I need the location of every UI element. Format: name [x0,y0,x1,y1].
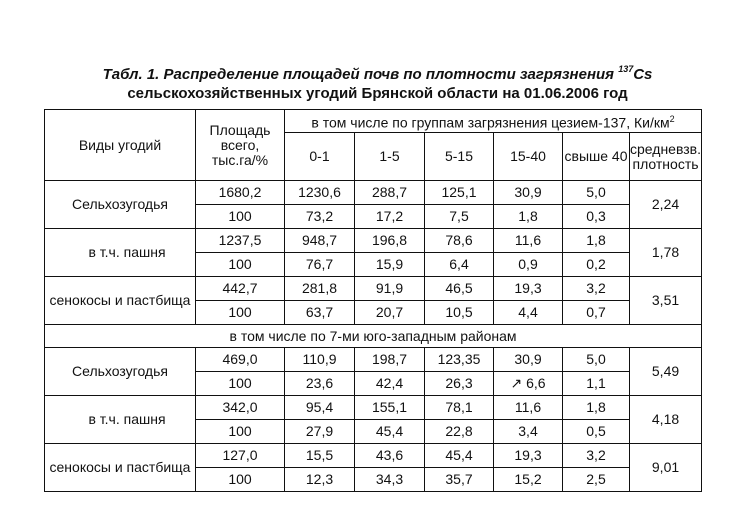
value-cell: 15,2 [494,468,563,492]
value-cell: 30,9 [494,181,563,205]
value-cell: 43,6 [355,444,425,468]
value-cell: 78,1 [425,396,494,420]
value-cell: 1230,6 [285,181,355,205]
value-cell: 91,9 [355,277,425,301]
section-row [45,325,702,348]
value-cell: 34,3 [355,468,425,492]
value-cell: 76,7 [285,253,355,277]
value-cell: 45,4 [425,444,494,468]
density-cell: 3,51 [630,277,702,325]
value-cell: 12,3 [285,468,355,492]
area-cell: 100 [196,372,285,396]
value-cell: 2,5 [563,468,630,492]
value-cell: 20,7 [355,301,425,325]
value-cell: 15,9 [355,253,425,277]
value-cell: 125,1 [425,181,494,205]
value-cell: 1,8 [494,205,563,229]
density-cell: 5,49 [630,348,702,396]
land-type-cell: сенокосы и пастбища [45,444,196,492]
value-cell: 155,1 [355,396,425,420]
header-weighted: средневзв. плотность [630,133,702,181]
value-cell: 26,3 [425,372,494,396]
value-cell: 0,9 [494,253,563,277]
value-cell: 281,8 [285,277,355,301]
value-cell: 1,1 [563,372,630,396]
value-cell: 123,35 [425,348,494,372]
title-line-1 [0,60,755,84]
table-row [45,444,702,468]
land-type-cell: в т.ч. пашня [45,229,196,277]
density-cell: 9,01 [630,444,702,492]
area-cell: 100 [196,420,285,444]
value-cell: 198,7 [355,348,425,372]
land-type-cell: Сельхозугодья [45,348,196,396]
value-cell: ↗ 6,6 [494,372,563,396]
table-title [0,60,755,103]
value-cell: 22,8 [425,420,494,444]
value-cell: 948,7 [285,229,355,253]
header-range: 15-40 [494,133,563,181]
table-row [45,277,702,301]
area-cell: 100 [196,468,285,492]
value-cell: 95,4 [285,396,355,420]
table-row [45,348,702,372]
value-cell: 6,4 [425,253,494,277]
table-row [45,181,702,205]
table-row [45,396,702,420]
header-land-type: Виды угодий [45,110,196,181]
value-cell: 7,5 [425,205,494,229]
value-cell: 73,2 [285,205,355,229]
header-range: 5-15 [425,133,494,181]
value-cell: 11,6 [494,229,563,253]
value-cell: 63,7 [285,301,355,325]
area-cell: 127,0 [196,444,285,468]
area-cell: 342,0 [196,396,285,420]
header-range: 0-1 [285,133,355,181]
density-cell: 2,24 [630,181,702,229]
value-cell: 15,5 [285,444,355,468]
section-label: в том числе по 7-ми юго-западным районам [45,325,702,348]
value-cell: 288,7 [355,181,425,205]
value-cell: 3,2 [563,444,630,468]
value-cell: 110,9 [285,348,355,372]
value-cell: 3,4 [494,420,563,444]
value-cell: 23,6 [285,372,355,396]
land-type-cell: Сельхозугодья [45,181,196,229]
value-cell: 30,9 [494,348,563,372]
value-cell: 5,0 [563,348,630,372]
area-cell: 469,0 [196,348,285,372]
land-type-cell: в т.ч. пашня [45,396,196,444]
land-type-cell: сенокосы и пастбища [45,277,196,325]
value-cell: 196,8 [355,229,425,253]
value-cell: 0,2 [563,253,630,277]
value-cell: 17,2 [355,205,425,229]
value-cell: 45,4 [355,420,425,444]
area-cell: 1237,5 [196,229,285,253]
isotope-symbol: Cs [633,66,653,83]
header-row-1 [45,110,702,133]
area-cell: 1680,2 [196,181,285,205]
header-area: Площадь всего, тыс.га/% [196,110,285,181]
area-cell: 442,7 [196,277,285,301]
density-cell: 1,78 [630,229,702,277]
value-cell: 0,3 [563,205,630,229]
table-row [45,229,702,253]
title-line-2: сельскохозяйственных угодий Брянской области на 01.06.2006 год [127,85,628,102]
value-cell: 78,6 [425,229,494,253]
value-cell: 19,3 [494,277,563,301]
value-cell: 27,9 [285,420,355,444]
value-cell: 5,0 [563,181,630,205]
value-cell: 1,8 [563,396,630,420]
header-range: свыше 40 [563,133,630,181]
header-range: 1-5 [355,133,425,181]
value-cell: 10,5 [425,301,494,325]
area-cell: 100 [196,205,285,229]
value-cell: 35,7 [425,468,494,492]
title-prefix: Табл. 1. Распределение площадей почв по плотности загрязнения [102,66,619,83]
header-groups-sup: 2 [669,113,675,124]
header-groups [285,110,702,133]
header-groups-text: в том числе по группам загрязнения цезием-137, Ки/км [311,114,670,131]
value-cell: 46,5 [425,277,494,301]
density-cell: 4,18 [630,396,702,444]
contamination-table [44,109,702,492]
value-cell: 11,6 [494,396,563,420]
value-cell: 3,2 [563,277,630,301]
isotope-mass: 137 [618,64,634,74]
area-cell: 100 [196,301,285,325]
value-cell: 4,4 [494,301,563,325]
area-cell: 100 [196,253,285,277]
value-cell: 0,5 [563,420,630,444]
value-cell: 19,3 [494,444,563,468]
value-cell: 42,4 [355,372,425,396]
value-cell: 1,8 [563,229,630,253]
value-cell: 0,7 [563,301,630,325]
